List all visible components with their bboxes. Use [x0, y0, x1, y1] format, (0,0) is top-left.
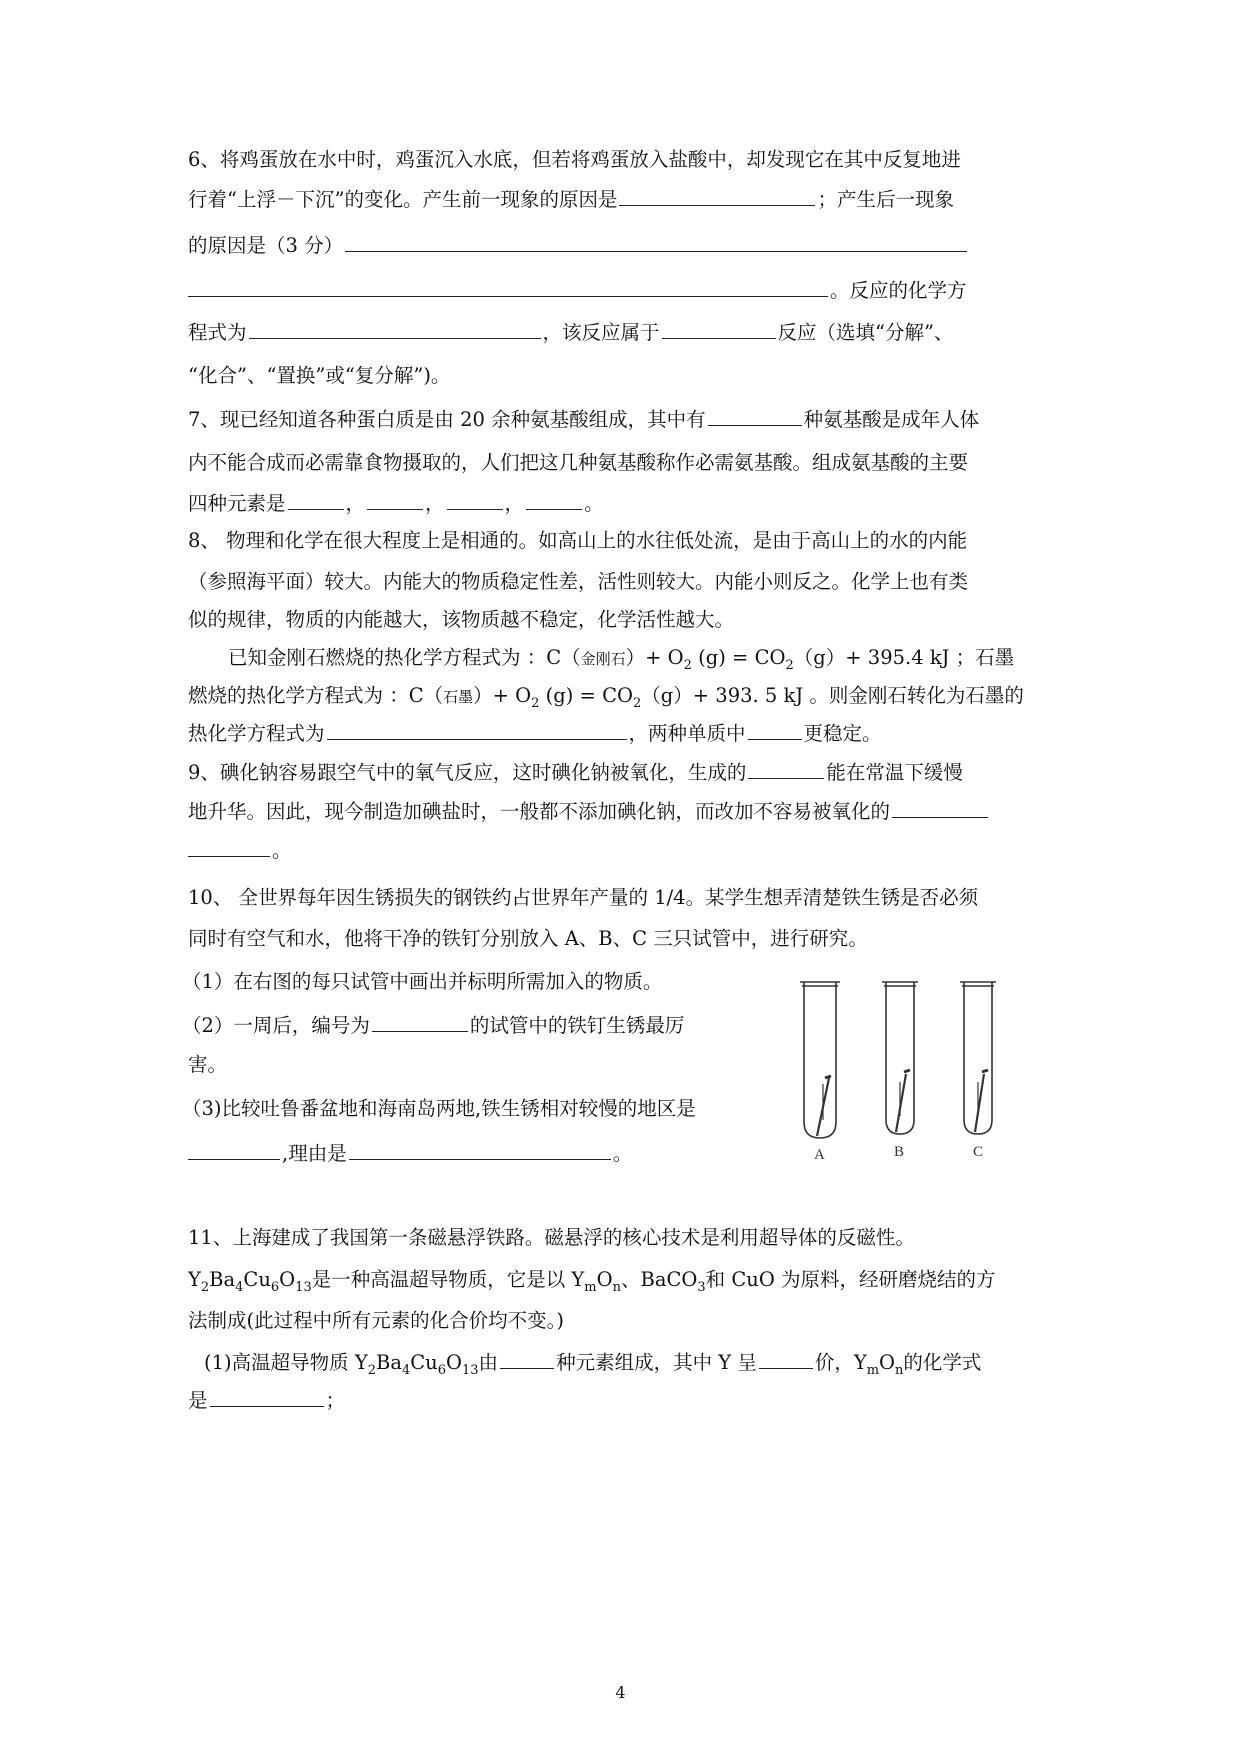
q8-line-2: （参照海平面）较大。内能大的物质稳定性差，活性则较大。内能小则反之。化学上也有类 — [188, 570, 969, 593]
q8-line-6: 热化学方程式为 ，两种单质中 更稳定。 — [188, 719, 882, 748]
q8-blank-2[interactable] — [748, 719, 802, 740]
q6-line-2: 行着“上浮－下沉”的变化。产生前一现象的原因是 ；产生后一现象 — [188, 185, 954, 214]
q9-line-2: 地升华。因此，现今制造加碘盐时，一般都不添加碘化钠，而改加不容易被氧化的 — [188, 797, 990, 826]
q11-part-1-cont: 是 ； — [188, 1386, 345, 1415]
q7-blank-3[interactable] — [367, 489, 423, 510]
q10-part-1: （1）在右图的每只试管中画出并标明所需加入的物质。 — [182, 970, 663, 993]
test-tube-b[interactable] — [882, 982, 918, 1134]
tube-label-b: B — [894, 1144, 905, 1160]
q6-line-4: 。反应的化学方 — [188, 276, 967, 305]
q10-part-2-cont: 害。 — [188, 1053, 228, 1076]
q8-blank-1[interactable] — [327, 719, 627, 740]
q9-blank-1[interactable] — [748, 758, 824, 779]
q10-part-2: （2）一周后，编号为 的试管中的铁钉生锈最厉 — [182, 1011, 684, 1040]
q10-blank-2[interactable] — [188, 1139, 280, 1160]
test-tube-a[interactable] — [800, 982, 840, 1138]
q7-line-1: 7、现已经知道各种蛋白质是由 20 余种氨基酸组成，其中有 种氨基酸是成年人体 — [188, 405, 979, 434]
q11-line-1: 11、上海建成了我国第一条磁悬浮铁路。磁悬浮的核心技术是利用超导体的反磁性。 — [188, 1226, 915, 1249]
q9-line-1: 9、碘化钠容易跟空气中的氧气反应，这时碘化钠被氧化，生成的 能在常温下缓慢 — [188, 758, 963, 787]
q9-line-3: 。 — [188, 836, 292, 865]
test-tubes-figure — [790, 970, 1020, 1170]
q11-line-2: $Y_2Ba_4Cu_6O_{13}$是一种高温超导物质，它是以 $Y_mO_n$、BaCO$_3$和 CuO 为原料，经研磨烧结的方 — [188, 1268, 996, 1295]
q6-line-6: “化合”、“置换”或“复分解”)。 — [188, 364, 451, 387]
q8-line-4: 已知金刚石燃烧的热化学方程式为 ：C（金刚石）+ $O_2$ $(g) = CO_2(g)+ 395.4$ kJ ；石墨 — [228, 646, 1015, 673]
q6-blank-3[interactable] — [188, 276, 828, 297]
q8-line-3: 似的规律，物质的内能越大，该物质越不稳定，化学活性越大。 — [188, 608, 735, 631]
q11-blank-1[interactable] — [500, 1348, 554, 1369]
q10-part-3-cont: ,理由是 。 — [188, 1139, 632, 1168]
q10-part-3: （3)比较吐鲁番盆地和海南岛两地,铁生锈相对较慢的地区是 — [182, 1097, 696, 1120]
q6-line-5: 程式为 ，该反应属于 反应（选填“分解”、 — [188, 318, 953, 347]
test-tube-c[interactable] — [960, 982, 996, 1134]
q7-line-3: 四种元素是 ， ， ， 。 — [188, 489, 604, 518]
q6-line-1: 6、将鸡蛋放在水中时，鸡蛋沉入水底，但若将鸡蛋放入盐酸中，却发现它在其中反复地进 — [188, 148, 961, 171]
tube-label-a: A — [814, 1147, 825, 1163]
q6-blank-2[interactable] — [345, 231, 967, 252]
page-number: 4 — [615, 1683, 626, 1702]
q6-blank-1[interactable] — [619, 185, 815, 206]
q11-blank-3[interactable] — [210, 1386, 324, 1407]
q6-blank-5[interactable] — [662, 318, 776, 339]
q7-blank-5[interactable] — [526, 489, 582, 510]
q8-line-1: 8、 物理和化学在很大程度上是相通的。如高山上的水往低处流，是由于高山上的水的内能 — [188, 529, 968, 552]
tube-label-c: C — [973, 1144, 984, 1160]
q9-blank-2[interactable] — [892, 797, 988, 818]
q10-line-1: 10、 全世界每年因生锈损失的钢铁约占世界年产量的 1/4。某学生想弄清楚铁生锈是否必须 — [188, 886, 979, 909]
q10-blank-3[interactable] — [349, 1139, 611, 1160]
q7-line-2: 内不能合成而必需靠食物摄取的，人们把这几种氨基酸称作必需氨基酸。组成氨基酸的主要 — [188, 451, 969, 474]
q7-blank-4[interactable] — [447, 489, 503, 510]
q11-line-3: 法制成(此过程中所有元素的化合价均不变。) — [188, 1309, 564, 1332]
q10-blank-1[interactable] — [372, 1011, 468, 1032]
q8-line-5: 燃烧的热化学方程式为 ：C（石墨）+ $O_2$ $(g) = CO_2(g)+ 393$. 5 kJ 。则金刚石转化为石墨的 — [188, 684, 1024, 711]
q11-part-1: (1)高温超导物质 $Y_2Ba_4Cu_6O_{13}$由 种元素组成，其中 Y 呈 价，$Y_mO_n$的化学式 — [204, 1348, 981, 1377]
q10-line-2: 同时有空气和水，他将干净的铁钉分别放入 A、B、C 三只试管中，进行研究。 — [188, 927, 868, 950]
q9-blank-3[interactable] — [188, 836, 270, 857]
q6-line-3: 的原因是（3 分） — [188, 231, 969, 260]
q11-blank-2[interactable] — [759, 1348, 813, 1369]
q7-blank-2[interactable] — [288, 489, 344, 510]
q7-blank-1[interactable] — [708, 405, 802, 426]
q6-blank-4[interactable] — [249, 318, 541, 339]
